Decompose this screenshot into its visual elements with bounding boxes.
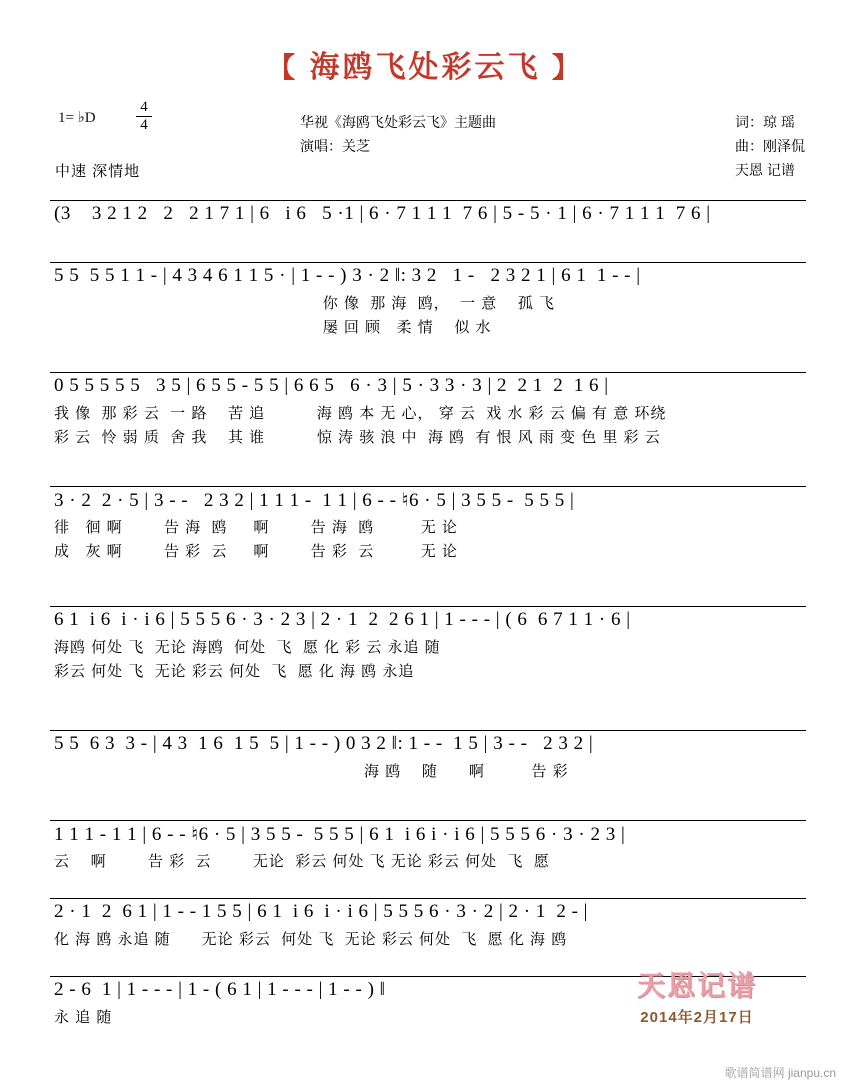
lyric-line-1 <box>50 516 806 540</box>
notation-text: (3 3 2 1 2 2 2 1 7 1 | 6 i 6 5 ·1 | 6 · 7 1 1 1 7 6 | 5 - 5 · 1 | 6 · 7 1 1 1 7 6 | <box>54 203 711 224</box>
subtitle-performer: 演唱：关芝 <box>300 138 370 154</box>
stamp-date: 2014年2月17日 <box>640 1009 754 1026</box>
notation-line <box>50 898 806 928</box>
lyric-line-2 <box>50 660 806 684</box>
site-watermark: 歌谱简谱网 jianpu.cn <box>724 1066 836 1080</box>
lyric-line-1 <box>50 292 806 316</box>
title-bracket-right: 】 <box>551 52 583 83</box>
notation-text: 2 - 6 1 | 1 - - - | 1 - ( 6 1 | 1 - - - | 1 - - ) ‖ <box>54 979 386 1000</box>
lyric-text: 云 啊 告 彩 云 无论 彩云 何处 飞 无论 彩云 何处 飞 愿 <box>54 853 550 870</box>
notation-text: 5 5 6 3 3 - | 4 3 1 6 1 5 5 | 1 - - ) 0 3 2 ‖: 1 - - 1 5 | 3 - - 2 3 2 | <box>54 733 594 754</box>
subtitle-block <box>300 110 496 158</box>
lyric-line-1 <box>50 928 806 952</box>
notation-line <box>50 200 806 230</box>
music-system-1 <box>50 200 806 230</box>
lyric-line-2 <box>50 426 806 450</box>
credits-block <box>735 110 805 182</box>
subtitle-source: 华视《海鸥飞处彩云飞》主题曲 <box>300 114 496 130</box>
key-signature <box>58 108 96 127</box>
lyric-line-1 <box>50 402 806 426</box>
notation-line <box>50 372 806 402</box>
music-system-2 <box>50 262 806 340</box>
notation-text: 6 1 i 6 i · i 6 | 5 5 5 6 · 3 · 2 3 | 2 · 1 2 2 6 1 | 1 - - - | ( 6 6 7 1 1 · 6 | <box>54 609 631 630</box>
notation-line <box>50 606 806 636</box>
transcriber-stamp <box>612 964 782 1027</box>
title-bracket-left: 【 <box>267 52 299 83</box>
credit-transcriber: 天恩 记谱 <box>735 162 795 178</box>
lyric-line-2 <box>50 540 806 564</box>
lyric-text: 我 像 那 彩 云 一 路 苦 追 海 鸥 本 无 心， 穿 云 戏 水 彩 云 偏 有 意 环绕 <box>54 405 667 422</box>
time-signature <box>136 100 152 133</box>
key-value: ♭D <box>77 110 96 126</box>
lyric-text: 屡 回 顾 柔 情 似 水 <box>54 319 492 336</box>
lyric-text: 永 追 随 <box>54 1009 113 1026</box>
lyric-line-1 <box>50 636 806 660</box>
lyric-text: 徘 徊 啊 告 海 鸥 啊 告 海 鸥 无 论 <box>54 519 458 536</box>
music-system-5 <box>50 606 806 684</box>
notation-line <box>50 820 806 850</box>
lyric-line-1 <box>50 850 806 874</box>
notation-line <box>50 486 806 516</box>
key-label: 1= <box>58 110 74 126</box>
notation-line <box>50 730 806 760</box>
music-system-4 <box>50 486 806 564</box>
lyric-text: 彩 云 怜 弱 质 舍 我 其 谁 惊 涛 骇 浪 中 海 鸥 有 恨 风 雨 变 色 里 彩 云 <box>54 429 661 446</box>
time-signature-bottom: 4 <box>140 117 148 133</box>
time-signature-top: 4 <box>140 99 148 115</box>
notation-text: 1 1 1 - 1 1 | 6 - - ♮6 · 5 | 3 5 5 - 5 5 5 | 6 1 i 6 i · i 6 | 5 5 5 6 · 3 · 2 3 | <box>54 824 626 845</box>
notation-text: 5 5 5 5 1 1 - | 4 3 4 6 1 1 5 · | 1 - - ) 3 · 2 ‖: 3 2 1 - 2 3 2 1 | 6 1 1 - - | <box>54 265 641 286</box>
notation-text: 2 · 1 2 6 1 | 1 - - 1 5 5 | 6 1 i 6 i · i 6 | 5 5 5 6 · 3 · 2 | 2 · 1 2 - | <box>54 901 588 922</box>
lyric-line-1 <box>50 760 806 784</box>
credit-composer: 曲：刚泽侃 <box>735 138 805 154</box>
music-system-7 <box>50 820 806 874</box>
notation-text: 0 5 5 5 5 5 3 5 | 6 5 5 - 5 5 | 6 6 5 6 · 3 | 5 · 3 3 · 3 | 2 2 1 2 1 6 | <box>54 375 609 396</box>
music-system-6 <box>50 730 806 784</box>
lyric-text: 化 海 鸥 永追 随 无论 彩云 何处 飞 无论 彩云 何处 飞 愿 化 海 鸥 <box>54 931 568 948</box>
notation-line <box>50 262 806 292</box>
stamp-text: 天恩记谱 <box>636 970 757 1001</box>
lyric-text: 成 灰 啊 告 彩 云 啊 告 彩 云 无 论 <box>54 543 458 560</box>
credit-lyricist: 词：琼 瑶 <box>735 114 795 130</box>
music-system-3 <box>50 372 806 450</box>
music-system-8 <box>50 898 806 952</box>
lyric-text: 海鸥 何处 飞 无论 海鸥 何处 飞 愿 化 彩 云 永追 随 <box>54 639 441 656</box>
lyric-line-2 <box>50 316 806 340</box>
notation-text: 3 · 2 2 · 5 | 3 - - 2 3 2 | 1 1 1 - 1 1 | 6 - - ♮6 · 5 | 3 5 5 - 5 5 5 | <box>54 490 575 511</box>
page-title <box>0 42 850 86</box>
lyric-text: 彩云 何处 飞 无论 彩云 何处 飞 愿 化 海 鸥 永追 <box>54 663 415 680</box>
title-text: 海鸥飞处彩云飞 <box>309 51 541 84</box>
lyric-text: 海 鸥 随 啊 告 彩 <box>54 763 569 780</box>
lyric-text: 你 像 那 海 鸥， 一 意 孤 飞 <box>54 295 556 312</box>
tempo-marking: 中速 深情地 <box>55 163 141 180</box>
